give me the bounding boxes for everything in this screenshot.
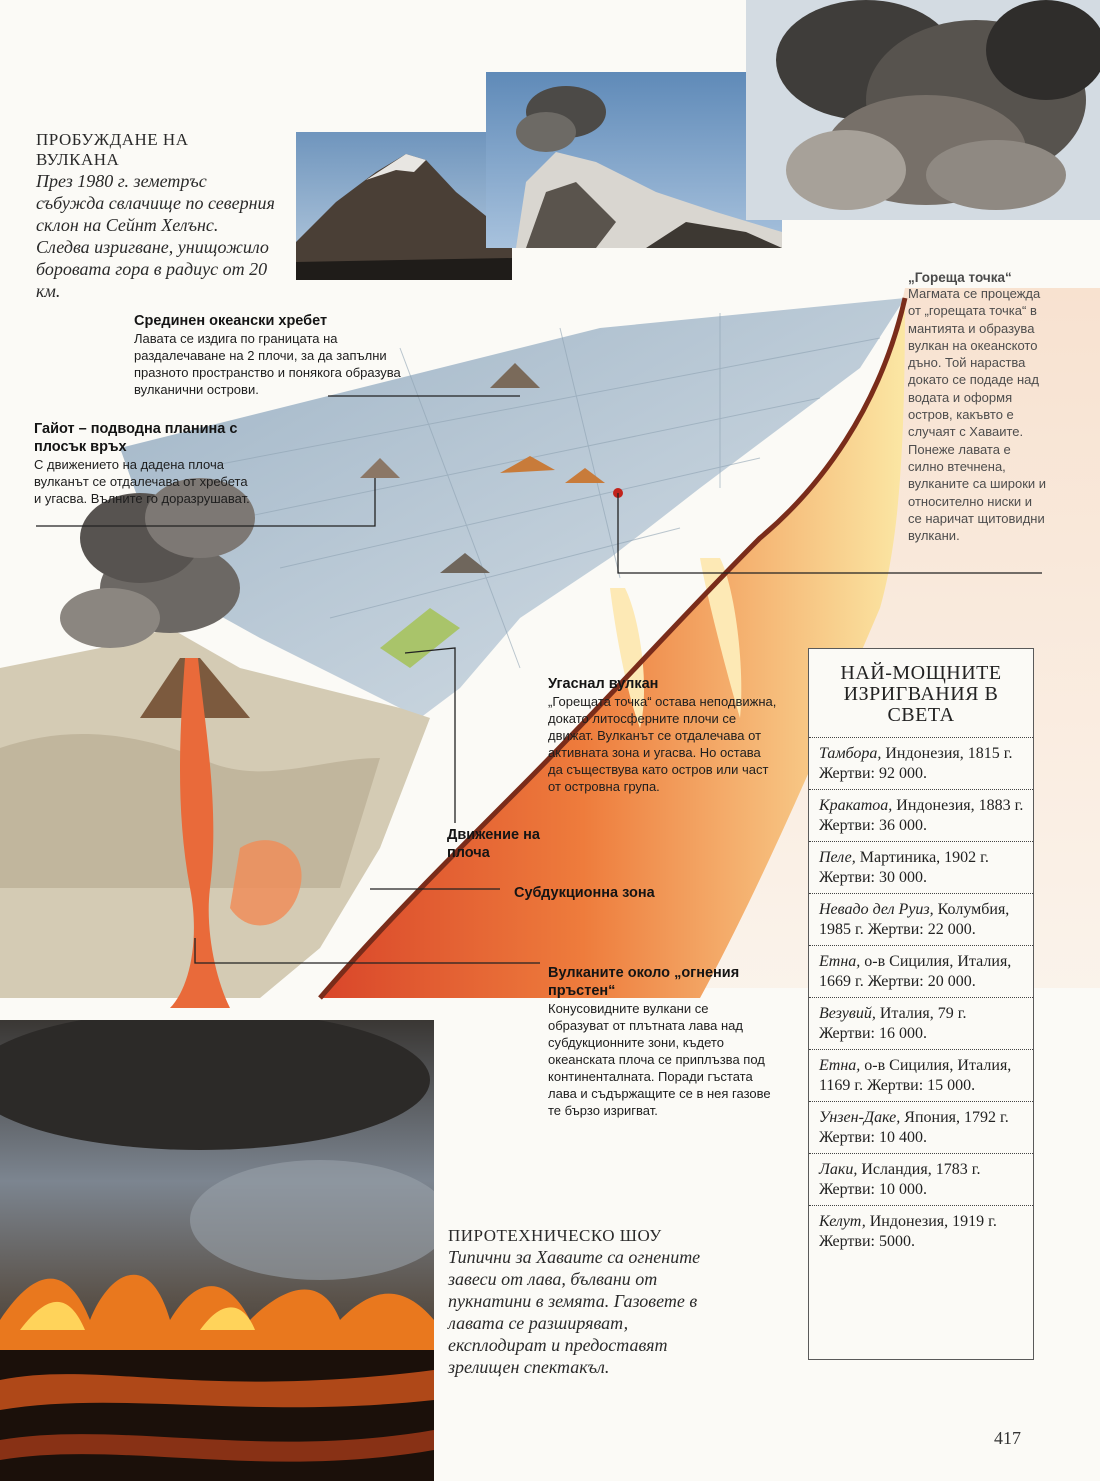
list-item bbox=[809, 841, 1033, 893]
awakening-body: През 1980 г. земетръс събужда свлачище по северния склон на Сейнт Хелънс. Следва изригване, унищожило боровата гора в радиус от 20 км. bbox=[36, 171, 275, 301]
subduction-title: Субдукционна зона bbox=[514, 885, 655, 901]
guyot-body: С движението на дадена плоча вулканът се отдалечава от хребета и угасва. Вълните го доразрушават. bbox=[34, 457, 250, 506]
eruption-name: Кракатоа, bbox=[819, 797, 893, 814]
eruption-details: Италия, 79 г. Жертви: 16 000. bbox=[819, 1005, 967, 1042]
eruptions-table bbox=[808, 648, 1034, 1360]
guyot-title: Гайот – подводна планина с плосък връх bbox=[34, 421, 238, 455]
plate-motion-title: Движение на плоча bbox=[447, 827, 540, 861]
eruption-details: Япония, 1792 г. Жертви: 10 400. bbox=[819, 1109, 1009, 1146]
eruption-name: Тамбора, bbox=[819, 745, 882, 762]
list-item bbox=[809, 1101, 1033, 1153]
list-item bbox=[809, 945, 1033, 997]
list-item bbox=[809, 997, 1033, 1049]
list-item bbox=[809, 789, 1033, 841]
list-item bbox=[809, 1205, 1033, 1257]
pyro-title: ПИРОТЕХНИЧЕСКО ШОУ bbox=[448, 1226, 662, 1245]
eruption-details: Мартиника, 1902 г. Жертви: 30 000. bbox=[819, 849, 989, 886]
eruption-name: Унзен-Даке, bbox=[819, 1109, 901, 1126]
eruption-details: о-в Сицилия, Италия, 1169 г. Жертви: 15 000. bbox=[819, 1057, 1012, 1094]
awakening-title: ПРОБУЖДАНЕ НА ВУЛКАНА bbox=[36, 130, 189, 169]
list-item bbox=[809, 1049, 1033, 1101]
eruption-name: Пеле, bbox=[819, 849, 856, 866]
list-item bbox=[809, 1153, 1033, 1205]
eruption-details: Индонезия, 1883 г. Жертви: 36 000. bbox=[819, 797, 1024, 834]
ridge-title: Срединен океански хребет bbox=[134, 313, 328, 329]
list-item bbox=[809, 893, 1033, 945]
extinct-body: „Горещата точка“ остава неподвижна, докато литосферните плочи се движат. Вулканът се отдалечава от активната зона и угасва. Но остава да съществува като остров или част от островна група. bbox=[548, 694, 777, 794]
hotspot-body: Магмата се процежда от „горещата точка“ в мантията и образува вулкан на океанското дъно. Той нараства докато се подаде над водата и оформя остров, какъвто е случаят с Хаваите. Понеже лавата е силно втечнена, вулканите са широки и относително ниски и се наричат щитовидни вулкани. bbox=[908, 286, 1047, 544]
eruption-name: Етна, bbox=[819, 953, 861, 970]
pyro-body: Типични за Хаваите са огнените завеси от лава, бълвани от пукнатини в земята. Газовете в лавата се разширяват, експлодират и предоставят зрелищен спектакъл. bbox=[448, 1247, 701, 1377]
eruption-details: Индонезия, 1815 г. Жертви: 92 000. bbox=[819, 745, 1013, 782]
photo-lava-curtain bbox=[0, 1020, 434, 1481]
photo-eruption-cloud bbox=[746, 0, 1100, 220]
list-item bbox=[809, 737, 1033, 789]
eruption-name: Етна, bbox=[819, 1057, 861, 1074]
eruption-details: Колумбия, 1985 г. Жертви: 22 000. bbox=[819, 901, 1010, 938]
eruption-details: о-в Сицилия, Италия, 1669 г. Жертви: 20 000. bbox=[819, 953, 1012, 990]
eruption-details: Исландия, 1783 г. Жертви: 10 000. bbox=[819, 1161, 981, 1198]
eruption-name: Лаки, bbox=[819, 1161, 858, 1178]
eruption-name: Везувий, bbox=[819, 1005, 876, 1022]
ring-of-fire-title: Вулканите около „огнения пръстен“ bbox=[548, 965, 740, 999]
photo-mountain-before bbox=[296, 132, 512, 280]
eruptions-title: НАЙ-МОЩНИТЕ ИЗРИГВАНИЯ В СВЕТА bbox=[840, 662, 1002, 726]
eruptions-list bbox=[809, 737, 1033, 1257]
extinct-title: Угаснал вулкан bbox=[548, 676, 659, 692]
hotspot-title: „Гореща точка“ bbox=[908, 270, 1012, 285]
eruption-name: Келут, bbox=[819, 1213, 866, 1230]
page-number: 417 bbox=[994, 1428, 1021, 1448]
ring-of-fire-body: Конусовидните вулкани се образуват от плътната лава над субдукционните зони, където океанската плоча се приплъзва под континенталната. Поради гъстата лава и съдържащите се в нея газове те бързо изригват. bbox=[548, 1001, 771, 1118]
eruption-name: Невадо дел Руиз, bbox=[819, 901, 934, 918]
photo-eruption-start bbox=[486, 72, 782, 248]
ridge-body: Лавата се издига по границата на раздалечаване на 2 плочи, за да запълни празното пространство и понякога образува вулканични острови. bbox=[134, 331, 401, 397]
eruption-details: Индонезия, 1919 г. Жертви: 5000. bbox=[819, 1213, 997, 1250]
